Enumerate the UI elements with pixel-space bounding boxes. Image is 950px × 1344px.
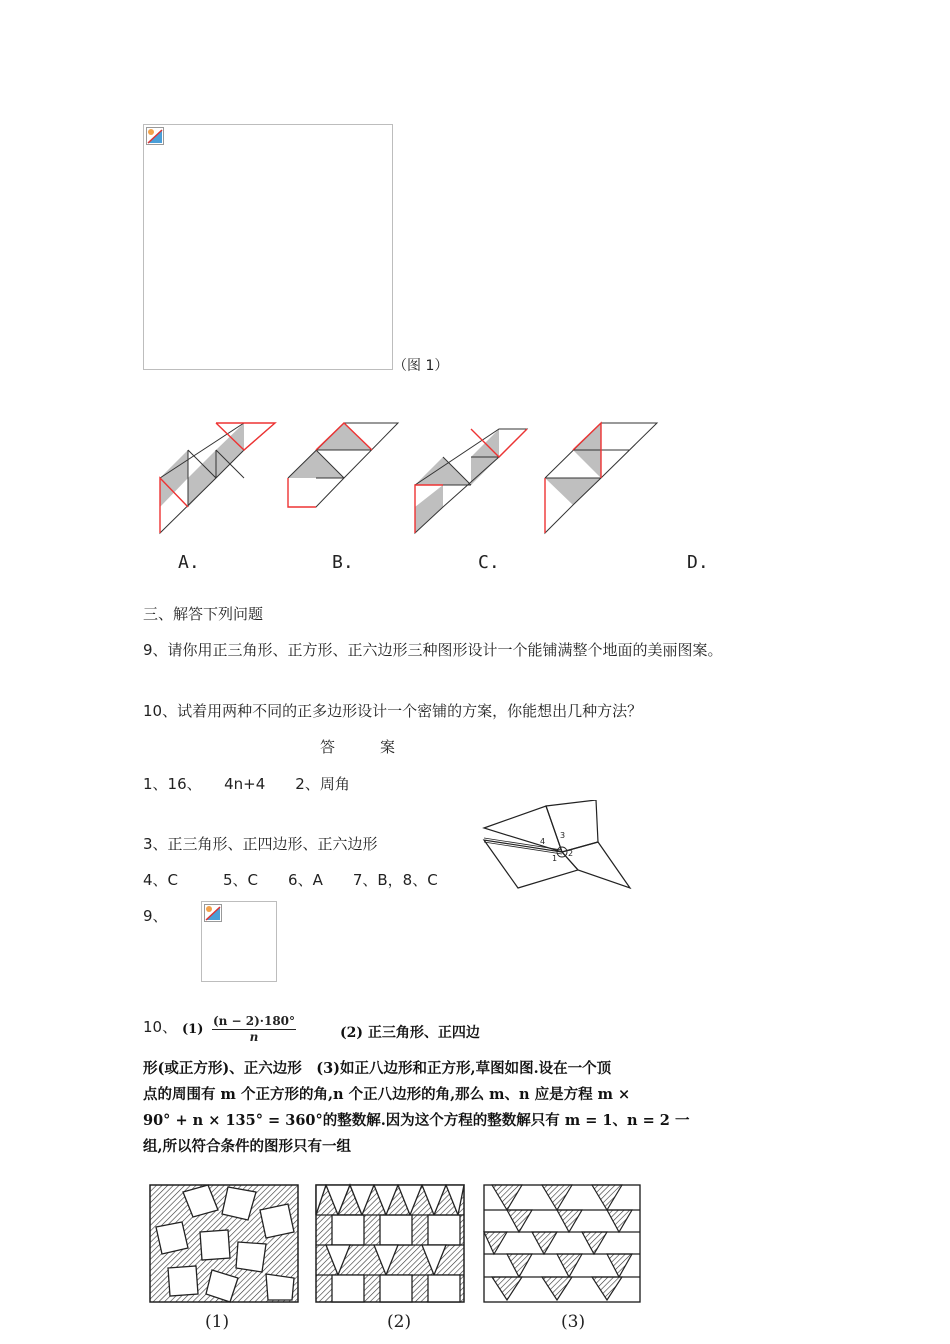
answer-4: 4、C 5、C 6、A 7、B，8、C xyxy=(143,871,438,889)
answer-9-label: 9、 xyxy=(143,907,168,925)
answer-10-line2: 点的周围有 m 个正方形的角,n 个正八边形的角,那么 m、n 应是方程 m × xyxy=(143,1086,631,1103)
fraction-denominator: n xyxy=(249,1030,259,1044)
answer-10-part2: (2) 正三角形、正四边 xyxy=(340,1025,480,1041)
answer-10-line4: 组,所以符合条件的图形只有一组 xyxy=(143,1138,352,1155)
option-b-label: B. xyxy=(332,552,354,573)
answer-10-part1: (1) xyxy=(182,1022,204,1037)
tiling-caption-3: (3) xyxy=(561,1312,586,1332)
figure-1-caption: （图 1） xyxy=(393,358,449,374)
vertex-label-3: 3 xyxy=(560,831,566,840)
question-10: 10、试着用两种不同的正多边形设计一个密铺的方案，你能想出几种方法？ xyxy=(143,702,643,720)
tiling-caption-2: (2) xyxy=(387,1312,412,1332)
fraction-numerator: (n − 2)·180° xyxy=(212,1014,296,1028)
vertex-label-4: 4 xyxy=(540,837,546,846)
answers-title: 答 案 xyxy=(320,738,396,756)
figure-1-image xyxy=(143,124,393,370)
answer-10-label: 10、 xyxy=(143,1018,178,1036)
question-9: 9、请你用正三角形、正方形、正六边形三种图形设计一个能铺满整个地面的美丽图案。 xyxy=(143,641,723,659)
broken-image-icon xyxy=(146,127,164,145)
option-b-shape xyxy=(288,423,398,507)
vertex-angle-diagram xyxy=(478,800,638,892)
answer-9-image xyxy=(201,901,277,982)
option-d-label: D. xyxy=(687,552,709,573)
option-d-shape xyxy=(545,423,657,533)
section-3-heading: 三、解答下列问题 xyxy=(143,605,264,623)
tiling-3 xyxy=(484,1185,640,1302)
tiling-2 xyxy=(316,1185,464,1302)
fold-options-figure xyxy=(150,415,670,540)
tiling-figures xyxy=(148,1182,648,1306)
option-c-shape xyxy=(415,429,527,533)
answer-10-line1: 形(或正方形)、正六边形 (3)如正八边形和正方形,草图如图.设在一个顶 xyxy=(143,1060,612,1077)
option-c-label: C. xyxy=(478,552,500,573)
vertex-label-1: 1 xyxy=(552,854,558,863)
answer-10-fraction xyxy=(212,1014,296,1044)
broken-image-icon xyxy=(204,904,222,922)
option-a-shape xyxy=(160,423,275,533)
vertex-label-2: 2 xyxy=(568,849,574,858)
option-a-label: A. xyxy=(178,552,200,573)
answer-10-line3: 90° + n × 135° = 360°的整数解.因为这个方程的整数解只有 m = 1、n = 2 一 xyxy=(143,1112,690,1129)
tiling-1 xyxy=(150,1185,298,1302)
answer-1: 1、16、 4n+4 2、周角 xyxy=(143,775,350,793)
tiling-caption-1: (1) xyxy=(205,1312,230,1332)
answer-3: 3、正三角形、正四边形、正六边形 xyxy=(143,835,378,853)
